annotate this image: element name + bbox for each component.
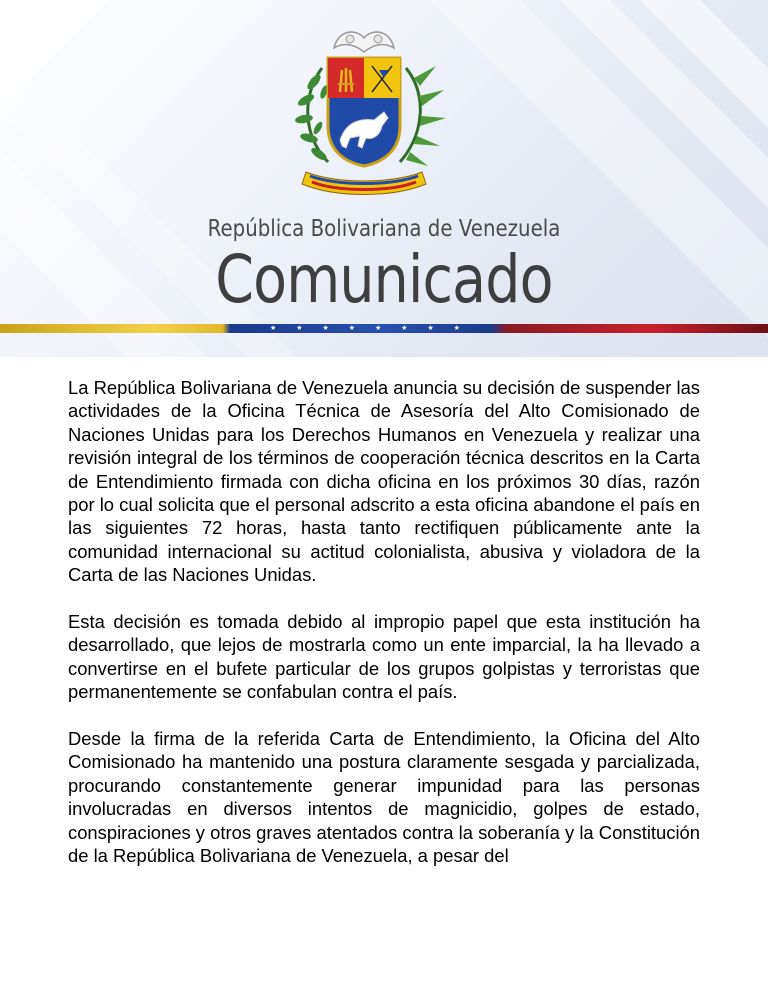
star-icon: ★ [374, 325, 382, 332]
coat-of-arms-icon [276, 22, 452, 200]
page-title: Comunicado [215, 241, 553, 318]
header-banner [0, 0, 768, 357]
flag-stars [270, 324, 460, 333]
star-icon: ★ [453, 325, 460, 332]
communique-body [68, 376, 700, 891]
star-icon: ★ [401, 325, 408, 332]
star-icon: ★ [348, 325, 355, 332]
paragraph-2: Esta decisión es tomada debido al impropio papel que esta institución ha desarrollado, que lejos de mostrarla como un ente imparcial, la ha llevado a convertirse en el bufete particular de los grupos golpistas y terroristas que permanentemente se confabulan contra el país. [68, 611, 700, 703]
star-icon: ★ [296, 325, 303, 332]
country-name: República Bolivariana de Venezuela [207, 216, 561, 242]
paragraph-1: La República Bolivariana de Venezuela anuncia su decisión de suspender las actividades de la Oficina Técnica de Asesoría del Alto Comisionado de Naciones Unidas para los Derechos Humanos en Venezuela y realizar una revisión integral de los términos de cooperación técnica descritos en la Carta de Entendimiento firmada con dicha oficina en los próximos 30 días, razón por lo cual solicita que el personal adscrito a esta oficina abandone el país en las siguientes 72 horas, hasta tanto rectifiquen públicamente ante la comunidad internacional su actitud colonialista, abusiva y violadora de la Carta de las Naciones Unidas. [68, 377, 700, 586]
star-icon: ★ [270, 325, 277, 332]
star-icon: ★ [322, 325, 329, 332]
star-icon: ★ [427, 325, 434, 332]
paragraph-3: Desde la firma de la referida Carta de Entendimiento, la Oficina del Alto Comisionado ha mantenido una postura claramente sesgada y parcializada, procurando constantemente generar impunidad para las personas involucradas en diversos intentos de magnicidio, golpes de estado, conspiraciones y otros graves atentados contra la soberanía y la Constitución de la República Bolivariana de Venezuela, a pesar del [68, 728, 700, 867]
